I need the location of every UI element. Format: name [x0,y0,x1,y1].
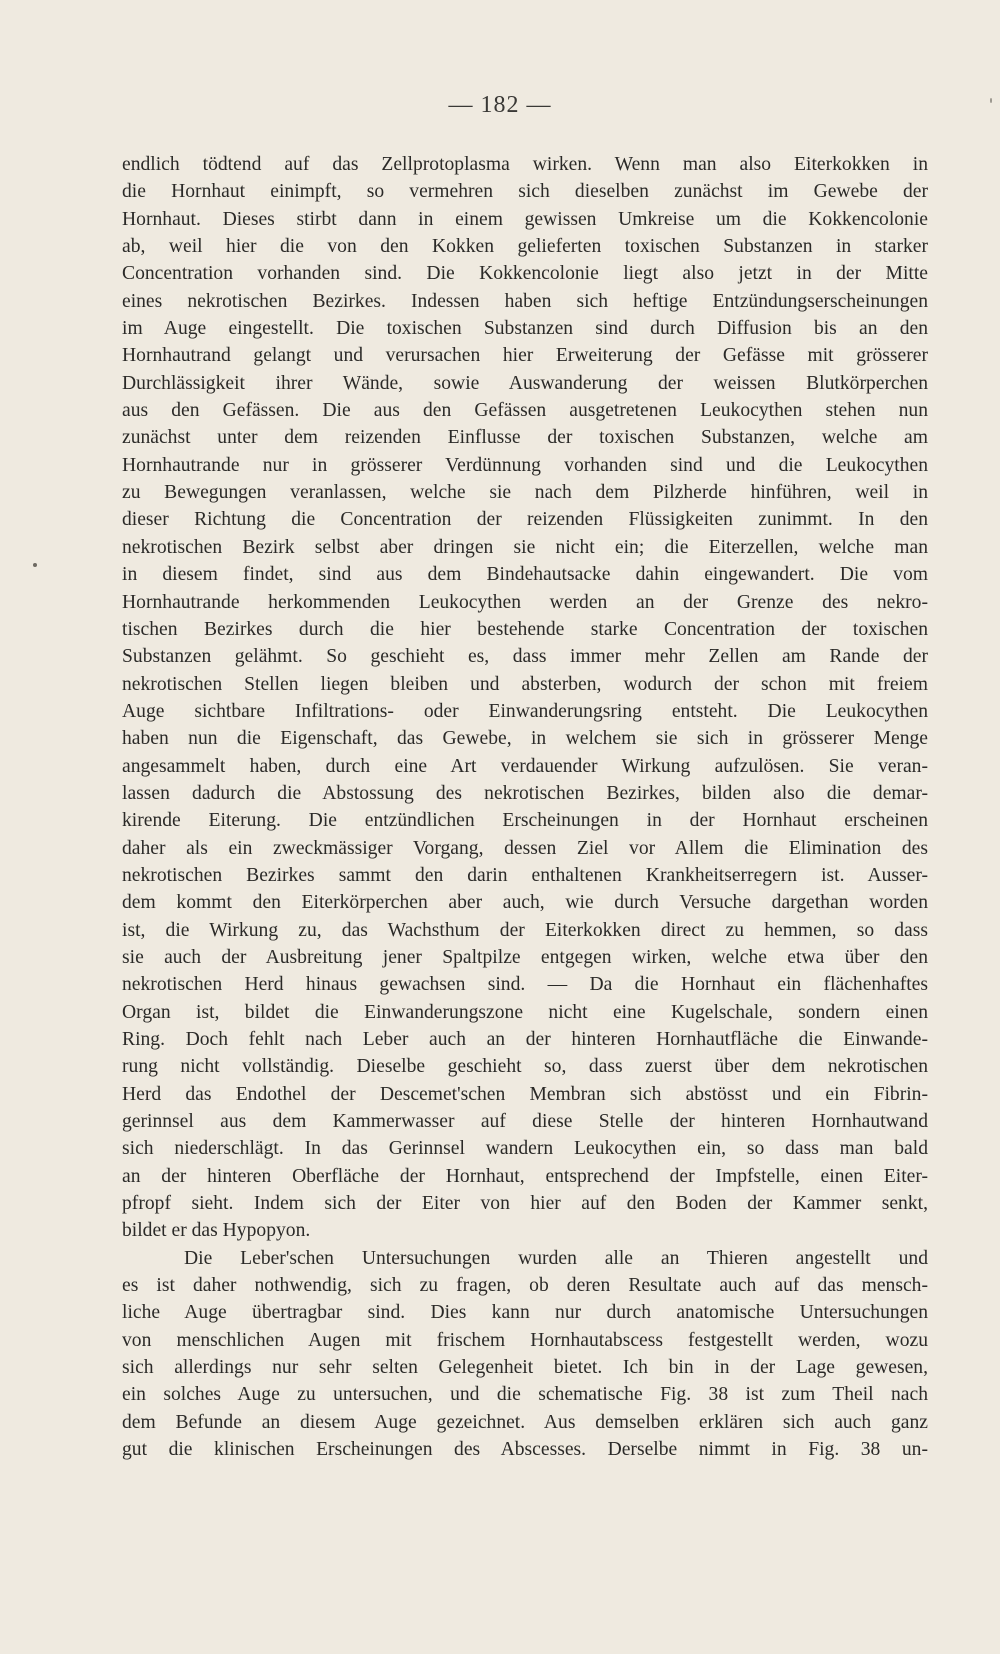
text-line: kirende Eiterung. Die entzündlichen Erscheinungen in der Hornhaut erscheinen [122,810,928,832]
text-line: in diesem findet, sind aus dem Bindehautsacke dahin eingewandert. Die vom [122,564,928,586]
text-line: ab, weil hier die von den Kokken gelieferten toxischen Substanzen in starker [122,236,928,258]
text-line: Hornhaut. Dieses stirbt dann in einem gewissen Umkreise um die Kokkencolonie [122,208,928,230]
text-line: daher als ein zweckmässiger Vorgang, dessen Ziel vor Allem die Elimination des [122,837,928,859]
text-line: Hornhautrande herkommenden Leukocythen werden an der Grenze des nekro- [122,591,928,613]
text-line: von menschlichen Augen mit frischem Hornhautabscess festgestellt werden, wozu [122,1329,928,1351]
text-line: haben nun die Eigenschaft, das Gewebe, in welchem sie sich in grösserer Menge [122,728,928,750]
text-line: rung nicht vollständig. Dieselbe geschieht so, dass zuerst über dem nekrotischen [122,1056,928,1078]
text-line: Hornhautrande nur in grösserer Verdünnung vorhanden sind und die Leukocythen [122,454,928,476]
text-line: Auge sichtbare Infiltrations- oder Einwanderungsring entsteht. Die Leukocythen [122,700,928,722]
text-line: die Hornhaut einimpft, so vermehren sich dieselben zunächst im Gewebe der [122,181,928,203]
text-line: sich allerdings nur sehr selten Gelegenheit bietet. Ich bin in der Lage gewesen, [122,1357,928,1379]
text-line: nekrotischen Herd hinaus gewachsen sind. — Da die Hornhaut ein flächenhaftes [122,974,928,996]
text-line: Ring. Doch fehlt nach Leber auch an der hinteren Hornhautfläche die Einwande- [122,1029,928,1050]
text-line: ein solches Auge zu untersuchen, und die schematische Fig. 38 ist zum Theil nach [122,1384,928,1406]
margin-speck [990,98,992,103]
text-line: lassen dadurch die Abstossung des nekrotischen Bezirkes, bilden also die demar- [122,782,928,804]
text-line: dieser Richtung die Concentration der reizenden Flüssigkeiten zunimmt. In den [122,509,928,531]
text-line: nekrotischen Bezirk selbst aber dringen sie nicht ein; die Eiterzellen, welche man [122,536,928,558]
text-line: aus den Gefässen. Die aus den Gefässen ausgetretenen Leukocythen stehen nun [122,400,928,422]
text-line: liche Auge übertragbar sind. Dies kann nur durch anatomische Untersuchungen [122,1302,928,1324]
text-line: dem kommt den Eiterkörperchen aber auch, wie durch Versuche dargethan worden [122,892,928,914]
margin-speck [33,563,37,567]
text-line: Herd das Endothel der Descemet'schen Membran sich abstösst und ein Fibrin- [122,1083,928,1105]
paragraph-first-line: Die Leber'schen Untersuchungen wurden alle an Thieren angestellt und [184,1247,928,1269]
text-line: endlich tödtend auf das Zellprotoplasma wirken. Wenn man also Eiterkokken in [122,154,928,175]
text-line: es ist daher nothwendig, sich zu fragen, ob deren Resultate auch auf das mensch- [122,1275,928,1297]
text-line: zunächst unter dem reizenden Einflusse der toxischen Substanzen, welche am [122,427,928,449]
text-line: Organ ist, bildet die Einwanderungszone nicht eine Kugelschale, sondern einen [122,1001,928,1023]
text-line: gut die klinischen Erscheinungen des Abscesses. Derselbe nimmt in Fig. 38 un- [122,1439,928,1461]
paragraph-end-line: bildet er das Hypopyon. [122,1220,311,1242]
text-line: Hornhautrand gelangt und verursachen hier Erweiterung der Gefässe mit grösserer [122,345,928,367]
text-line: tischen Bezirkes durch die hier bestehende starke Concentration der toxischen [122,618,928,640]
text-line: sich niederschlägt. In das Gerinnsel wandern Leukocythen ein, so dass man bald [122,1138,928,1160]
page-number: — 182 — [448,92,552,118]
text-line: gerinnsel aus dem Kammerwasser auf diese Stelle der hinteren Hornhautwand [122,1111,928,1133]
text-line: nekrotischen Stellen liegen bleiben und absterben, wodurch der schon mit freiem [122,673,928,695]
text-line: eines nekrotischen Bezirkes. Indessen haben sich heftige Entzündungserscheinungen [122,290,928,312]
text-line: Substanzen gelähmt. So geschieht es, dass immer mehr Zellen am Rande der [122,646,928,668]
text-line: ist, die Wirkung zu, das Wachsthum der Eiterkokken direct zu hemmen, so dass [122,919,928,941]
text-line: nekrotischen Bezirkes sammt den darin enthaltenen Krankheitserregern ist. Ausser- [122,864,928,886]
body-text [122,151,928,1464]
text-line: Concentration vorhanden sind. Die Kokkencolonie liegt also jetzt in der Mitte [122,263,928,285]
text-line: zu Bewegungen veranlassen, welche sie nach dem Pilzherde hinführen, weil in [122,482,928,504]
text-line: Durchlässigkeit ihrer Wände, sowie Auswanderung der weissen Blutkörperchen [122,372,928,394]
text-line: dem Befunde an diesem Auge gezeichnet. Aus demselben erklären sich auch ganz [122,1411,928,1433]
text-line: angesammelt haben, durch eine Art verdauender Wirkung aufzulösen. Sie veran- [122,755,928,777]
text-line: sie auch der Ausbreitung jener Spaltpilze entgegen wirken, welche etwa über den [122,946,928,968]
text-line: im Auge eingestellt. Die toxischen Substanzen sind durch Diffusion bis an den [122,318,928,340]
text-line: an der hinteren Oberfläche der Hornhaut, entsprechend der Impfstelle, einen Eiter- [122,1165,928,1187]
text-line: pfropf sieht. Indem sich der Eiter von hier auf den Boden der Kammer senkt, [122,1193,928,1215]
